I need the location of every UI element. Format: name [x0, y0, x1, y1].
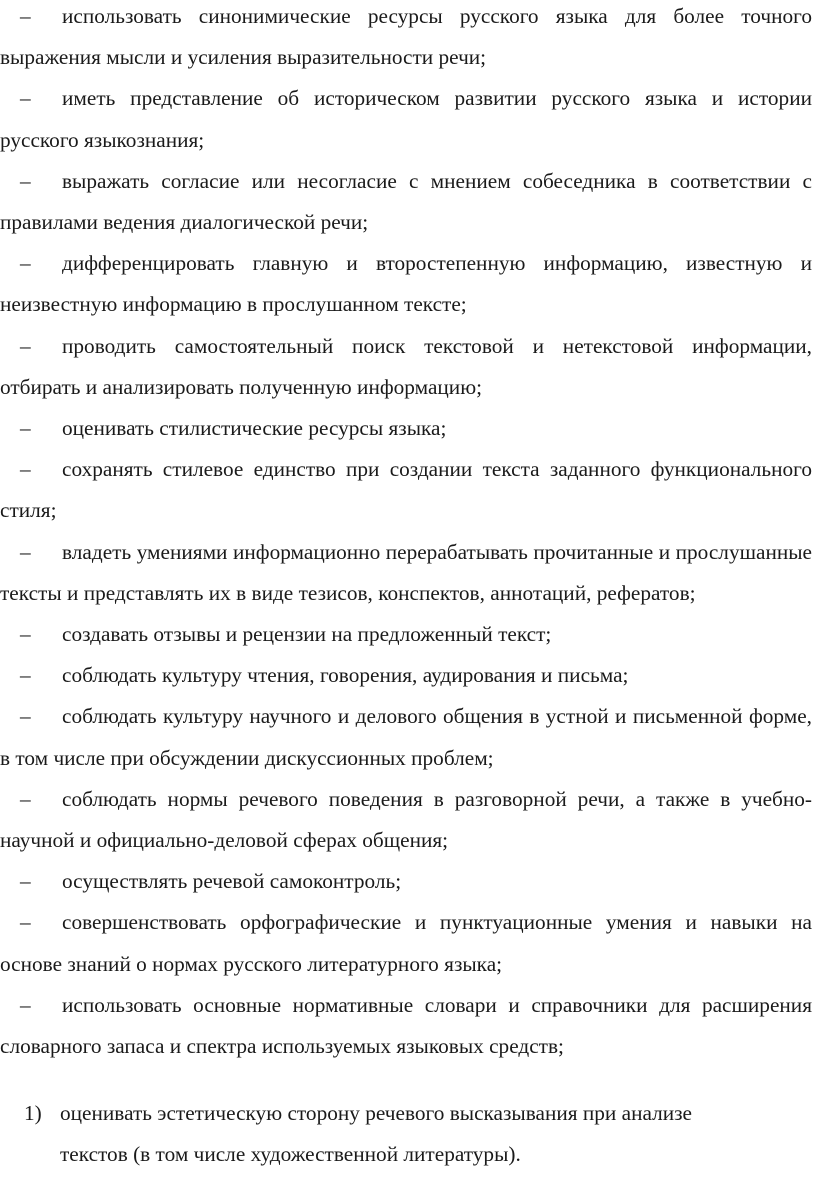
- list-item-text: осуществлять речевой самоконтроль;: [62, 869, 402, 894]
- list-item: [0, 532, 816, 614]
- list-item: [0, 655, 816, 696]
- bullet-dash: –: [20, 539, 31, 564]
- bullet-dash: –: [20, 4, 31, 28]
- bullet-dash: –: [20, 251, 31, 276]
- list-item: [0, 614, 816, 655]
- bullet-dash: –: [20, 168, 31, 193]
- list-item: [0, 696, 816, 778]
- list-item-text: совершенствовать орфографические и пунктуационные умения и навыки на основе знаний о нормах русского литературного языка;: [0, 910, 812, 976]
- bullet-dash: –: [20, 786, 31, 811]
- list-item-text: использовать основные нормативные словари и справочники для расширения словарного запаса и спектра используемых языковых средств;: [0, 992, 812, 1059]
- bullet-dash: –: [20, 416, 31, 441]
- list-item: [0, 78, 816, 160]
- list-item-text: соблюдать культуру научного и делового общения в устной и письменной форме, в том числе при обсуждении дискуссионных проблем;: [0, 704, 812, 770]
- list-item-text: соблюдать культуру чтения, говорения, аудирования и письма;: [62, 663, 629, 688]
- bullet-dash: –: [20, 457, 31, 482]
- list-item-text: создавать отзывы и рецензии на предложенный текст;: [62, 622, 552, 647]
- list-item-text: дифференцировать главную и второстепенную информацию, известную и неизвестную информацию в прослушанном тексте;: [0, 251, 812, 317]
- list-item: [0, 0, 816, 78]
- list-item-text: владеть умениями информационно перерабатывать прочитанные и прослушанные тексты и представлять их в виде тезисов, конспектов, аннотаций, рефератов;: [0, 539, 812, 605]
- bullet-dash: –: [20, 622, 31, 647]
- numbered-list-item: [0, 1093, 816, 1175]
- numbered-item-line-1: оценивать эстетическую сторону речевого высказывания при анализе: [60, 1101, 693, 1125]
- list-item: [0, 902, 816, 984]
- bullet-dash: –: [20, 910, 31, 935]
- list-item-text: использовать синонимические ресурсы русского языка для более точного выражения мысли и усиления выразительности речи;: [0, 4, 812, 70]
- bullet-dash: –: [20, 663, 31, 688]
- list-item-text: соблюдать нормы речевого поведения в разговорной речи, а также в учебно-научной и официально-деловой сферах общения;: [0, 786, 812, 853]
- bullet-dash: –: [20, 704, 31, 729]
- list-item: [0, 326, 816, 408]
- list-item: [0, 779, 816, 861]
- list-item-text: проводить самостоятельный поиск текстовой и нетекстовой информации, отбирать и анализировать полученную информацию;: [0, 333, 812, 399]
- numbered-item-line-2: текстов (в том числе художественной литературы).: [60, 1142, 521, 1167]
- list-item: [0, 985, 816, 1067]
- bullet-dash: –: [20, 869, 31, 894]
- list-item: [0, 449, 816, 531]
- list-item-text: иметь представление об историческом развитии русского языка и истории русского языкознания;: [0, 86, 812, 152]
- bullet-dash: –: [20, 333, 31, 358]
- list-item-text: оценивать стилистические ресурсы языка;: [62, 416, 447, 441]
- list-item: [0, 861, 816, 902]
- bullet-dash: –: [20, 86, 31, 111]
- list-item-text: выражать согласие или несогласие с мнением собеседника в соответствии с правилами ведения диалогической речи;: [0, 168, 812, 235]
- bullet-dash: –: [20, 992, 31, 1017]
- list-item: [0, 243, 816, 325]
- list-item: [0, 161, 816, 243]
- list-item: [0, 408, 816, 449]
- list-item-text: сохранять стилевое единство при создании текста заданного функционального стиля;: [0, 457, 812, 523]
- list-number: 1): [24, 1101, 42, 1125]
